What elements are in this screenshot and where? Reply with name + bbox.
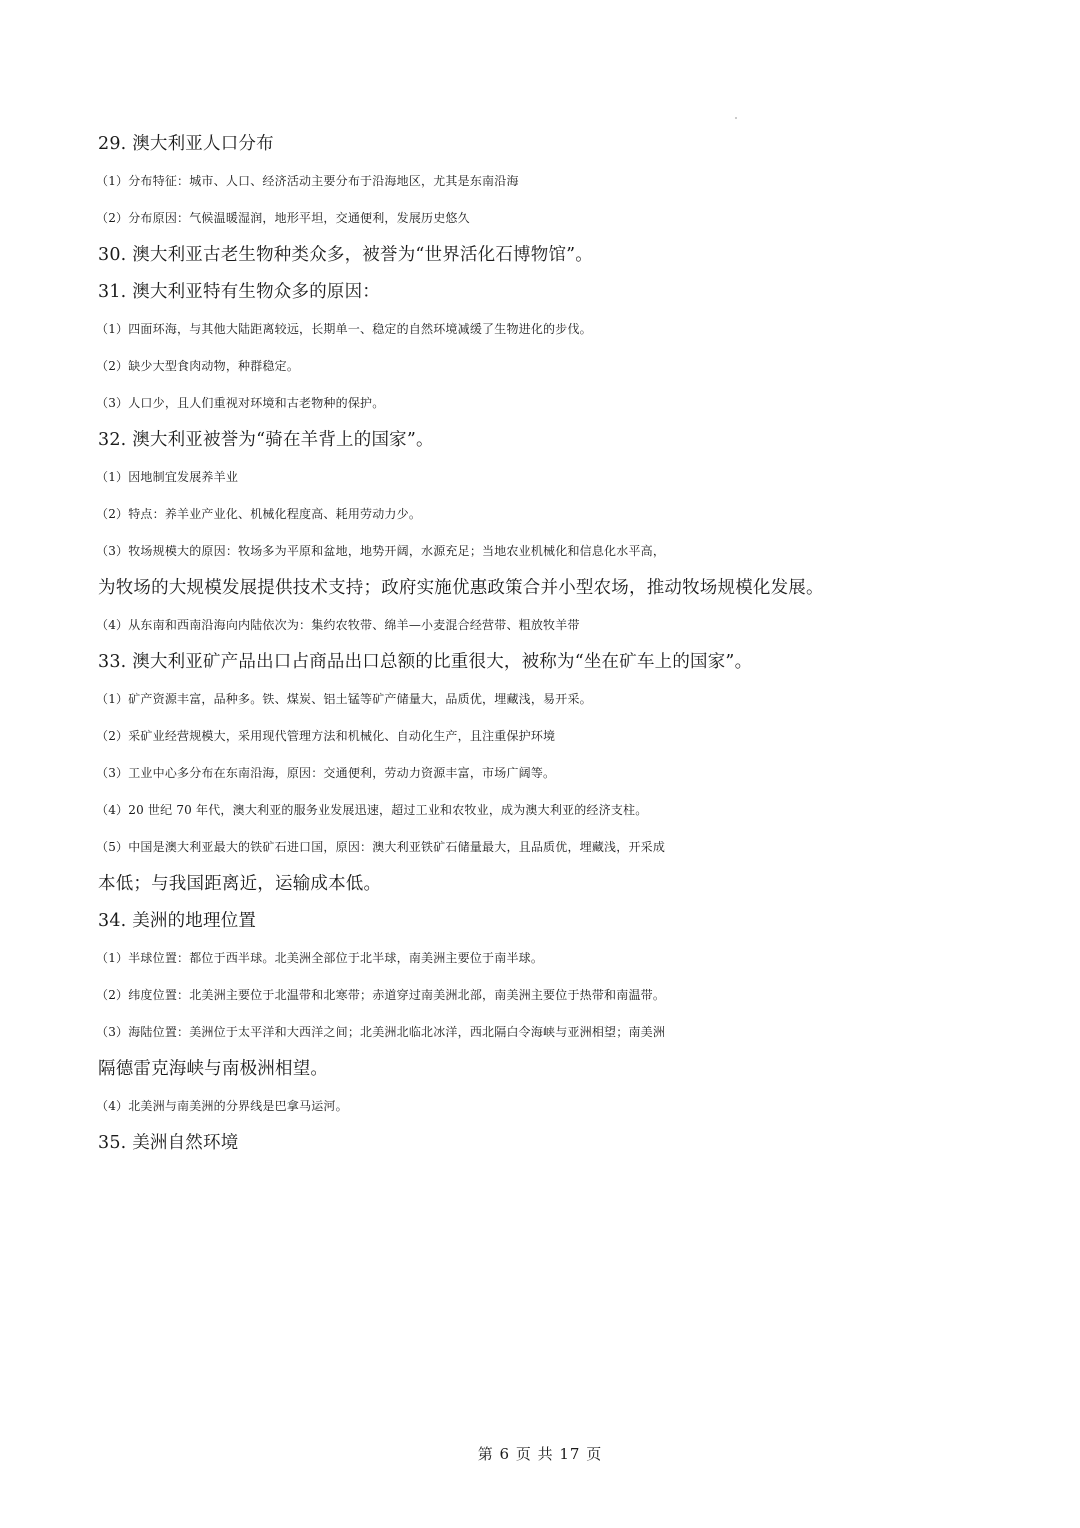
question-heading: 29. 澳大利亚人口分布 (98, 134, 274, 154)
answer-point: （5）中国是澳大利亚最大的铁矿石进口国，原因：澳大利亚铁矿石储量最大，且品质优，埋藏浅，开采成 (96, 840, 666, 854)
page-content (98, 126, 986, 1162)
answer-continuation: 本低；与我国距离近，运输成本低。 (98, 874, 382, 894)
scan-speck (735, 117, 737, 119)
answer-point: （4）20 世纪 70 年代，澳大利亚的服务业发展迅速，超过工业和农牧业，成为澳大利亚的经济支柱。 (96, 803, 648, 817)
answer-point: （2）特点：养羊业产业化、机械化程度高、耗用劳动力少。 (96, 507, 422, 521)
answer-point: （3）工业中心多分布在东南沿海，原因：交通便利，劳动力资源丰富，市场广阔等。 (96, 766, 556, 780)
answer-point: （1）因地制宜发展养羊业 (96, 470, 239, 484)
answer-point: （4）北美洲与南美洲的分界线是巴拿马运河。 (96, 1099, 348, 1113)
answer-point: （3）海陆位置：美洲位于太平洋和大西洋之间；北美洲北临北冰洋，西北隔白令海峡与亚洲相望；南美洲 (96, 1025, 666, 1039)
answer-point: （3）牧场规模大的原因：牧场多为平原和盆地，地势开阔，水源充足；当地农业机械化和信息化水平高， (96, 544, 666, 558)
answer-point: （1）四面环海，与其他大陆距离较远，长期单一、稳定的自然环境减缓了生物进化的步伐。 (96, 322, 592, 336)
question-heading: 31. 澳大利亚特有生物众多的原因： (98, 282, 380, 302)
answer-point: （1）分布特征：城市、人口、经济活动主要分布于沿海地区，尤其是东南沿海 (96, 174, 519, 188)
answer-point: （1）半球位置：都位于西半球。北美洲全部位于北半球，南美洲主要位于南半球。 (96, 951, 544, 965)
answer-continuation: 隔德雷克海峡与南极洲相望。 (98, 1059, 329, 1079)
question-heading: 30. 澳大利亚古老生物种类众多，被誉为“世界活化石博物馆”。 (98, 245, 593, 265)
page-footer: 第 6 页 共 17 页 (477, 1445, 603, 1463)
question-heading: 35. 美洲自然环境 (98, 1133, 239, 1153)
answer-point: （2）缺少大型食肉动物，种群稳定。 (96, 359, 300, 373)
answer-continuation: 为牧场的大规模发展提供技术支持；政府实施优惠政策合并小型农场，推动牧场规模化发展。 (98, 578, 824, 598)
question-heading: 32. 澳大利亚被誉为“骑在羊背上的国家”。 (98, 430, 434, 450)
question-heading: 33. 澳大利亚矿产品出口占商品出口总额的比重很大，被称为“坐在矿车上的国家”。 (98, 652, 753, 672)
answer-point: （1）矿产资源丰富，品种多。铁、煤炭、铝土锰等矿产储量大，品质优，埋藏浅，易开采。 (96, 692, 592, 706)
answer-point: （3）人口少，且人们重视对环境和古老物种的保护。 (96, 396, 385, 410)
answer-point: （2）采矿业经营规模大，采用现代管理方法和机械化、自动化生产，且注重保护环境 (96, 729, 556, 743)
answer-point: （4）从东南和西南沿海向内陆依次为：集约农牧带、绵羊—小麦混合经营带、粗放牧羊带 (96, 618, 580, 632)
question-heading: 34. 美洲的地理位置 (98, 911, 257, 931)
answer-point: （2）纬度位置：北美洲主要位于北温带和北寒带；赤道穿过南美洲北部，南美洲主要位于热带和南温带。 (96, 988, 666, 1002)
answer-point: （2）分布原因：气候温暖湿润，地形平坦，交通便利，发展历史悠久 (96, 211, 470, 225)
